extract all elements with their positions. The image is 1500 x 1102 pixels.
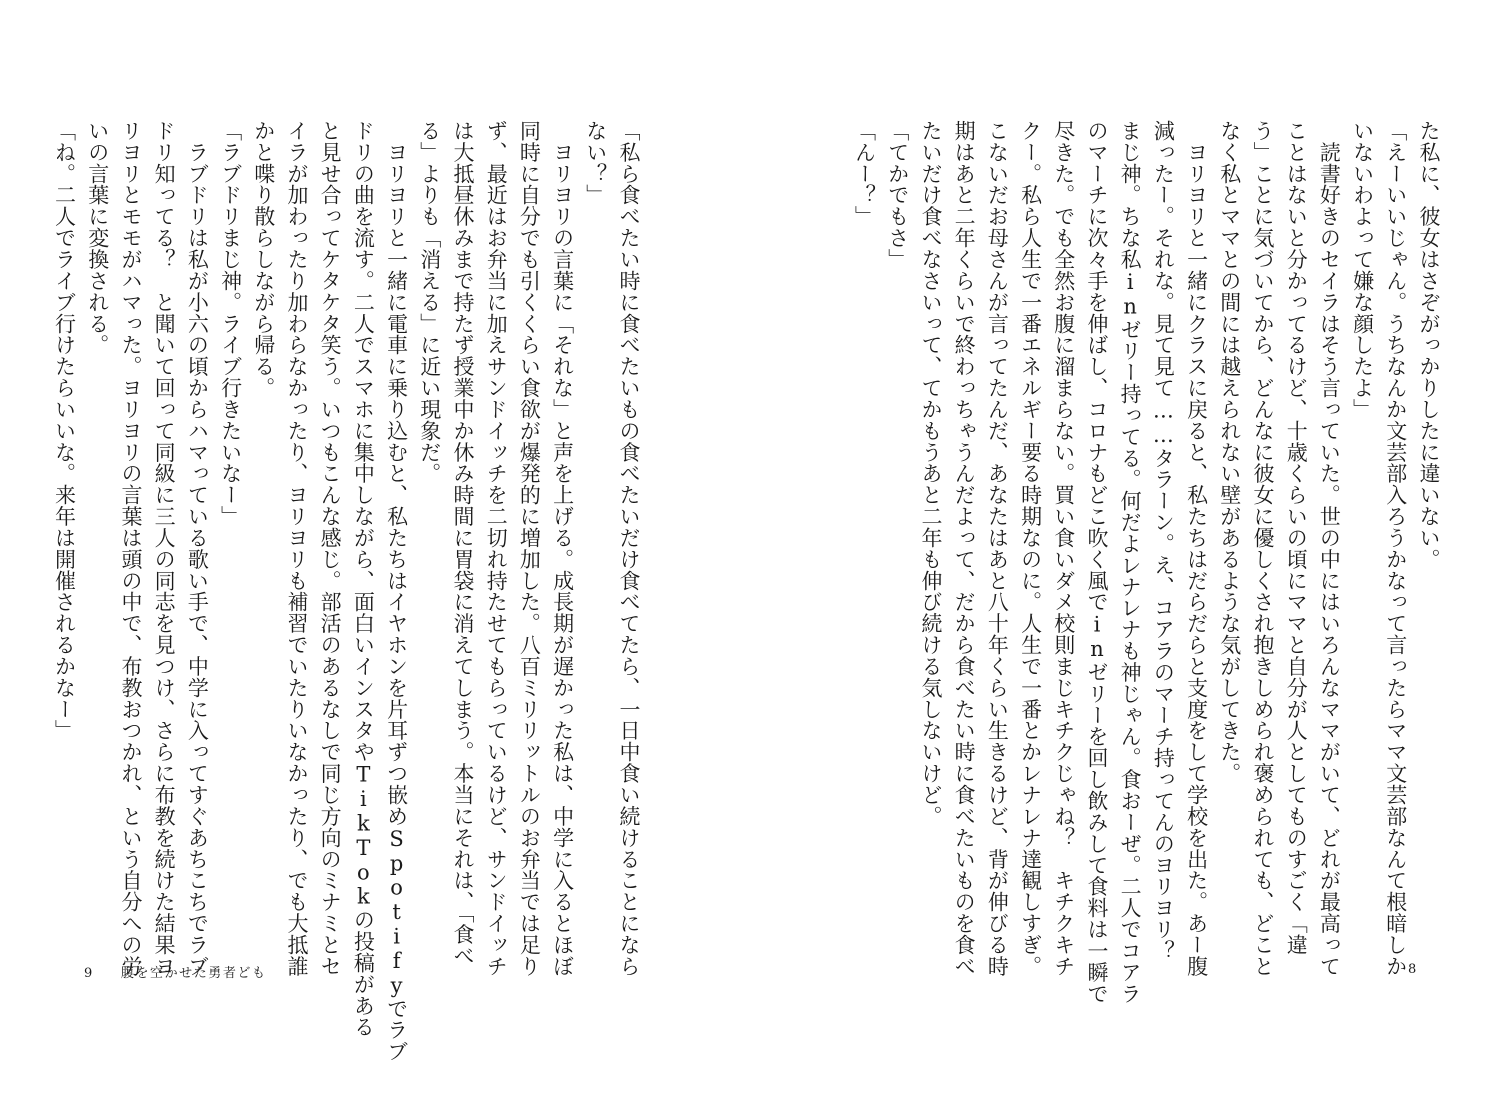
text-line: イラが加わったり加わらなかったり、ヨリヨリも補習でいたりいなかったり、でも大抵誰 <box>284 120 309 977</box>
text-line: ドリ知ってる？ と聞いて回って同級に三人の同志を見つけ、さらに布教を続けた結果ヨ <box>152 120 177 977</box>
text-line: う」ことに気づいてから、どんなに彼女に優しくされ抱きしめられ褒められても、どこと <box>1250 120 1275 977</box>
text-line: リヨリとモモがハマった。ヨリヨリの言葉は頭の中で、布教おつかれ、という自分への労 <box>118 120 143 977</box>
text-line: たいだけ食べなさいって、てかもうあと二年も伸び続ける気しないけど。 <box>918 120 943 827</box>
text-line: ヨリヨリと一緒に電車に乗り込むと、私たちはイヤホンを片耳ずつ嵌めSpotifyでラブ <box>384 120 409 1063</box>
text-line: 読書好きのセイラはそう言っていた。世の中にはいろんなママがいて、どれが最高って <box>1317 120 1342 977</box>
text-line: いないわよって嫌な顔したよ」 <box>1350 120 1375 420</box>
page-number <box>1408 962 1417 977</box>
text-line: いの言葉に変換される。 <box>85 120 110 356</box>
text-line: なく私とママとの間には越えられない壁があるような気がしてきた。 <box>1217 120 1242 785</box>
running-title: 腹を空かせた勇者ども <box>120 966 267 981</box>
page-number-value: 8 <box>1408 962 1417 977</box>
text-line: と見せ合ってケタケタ笑う。いつもこんな感じ。部活のあるなしで同じ方向のミナミとセ <box>318 120 343 977</box>
text-line: ドリの曲を流す。二人でスマホに集中しながら、面白いインスタやTikTokの投稿がある <box>351 120 376 1038</box>
page-footer <box>84 962 267 981</box>
page-right <box>750 0 1500 1102</box>
text-line: た私に、彼女はさぞがっかりしたに違いない。 <box>1417 120 1441 570</box>
text-line: 「私ら食べたい時に食べたいもの食べたいだけ食べてたら、一日中食い続けることになら <box>617 120 641 977</box>
text-line: は大抵昼休みまで持たず授業中か休み時間に胃袋に消えてしまう。本当にそれは、「食べ <box>450 120 475 967</box>
text-line: クー。私ら人生で一番エネルギー要る時期なのに。人生で一番とかレナレナ達観しすぎ。 <box>1018 120 1043 977</box>
text-line: 同時に自分でも引くくらい食欲が爆発的に増加した。八百ミリリットルのお弁当では足り <box>517 120 542 977</box>
text-line: 「んー？」 <box>852 120 877 228</box>
text-line: ことはないと分かってるけど、十歳くらいの頃にママと自分が人としてものすごく「違 <box>1284 120 1309 956</box>
body-text-right <box>852 120 1445 1005</box>
text-line: 「てかでもさ」 <box>885 120 910 270</box>
text-line: 「ね。二人でライブ行けたらいいな。来年は開催されるかなー」 <box>52 120 77 742</box>
text-line: 減ったー。それな。見て見て……タラーン。え、コアラのマーチ持ってんのヨリヨリ？ <box>1151 120 1176 962</box>
text-line: ず、最近はお弁当に加えサンドイッチを二切れ持たせてもらっているけど、サンドイッチ <box>484 120 509 977</box>
text-line: ヨリヨリの言葉に「それな」と声を上げる。成長期が遅かった私は、中学に入るとほぼ <box>550 120 575 977</box>
text-line: 「えーいいじゃん。うちなんか文芸部入ろうかなって言ったらママ文芸部なんて根暗しか <box>1383 120 1408 977</box>
text-line: ヨリヨリと一緒にクラスに戻ると、私たちはだらだらと支度をして学校を出た。あー腹 <box>1184 120 1209 977</box>
text-line: まじ神。ちな私inゼリー持ってる。何だよレナレナも神じゃん。食おーぜ。二人でコアラ <box>1118 120 1143 1005</box>
text-line: こないだお母さんが言ってたんだ、あなたはあと八十年くらい生きるけど、背が伸びる時 <box>985 120 1010 977</box>
text-line: 期はあと二年くらいで終わっちゃうんだよって、だから食べたい時に食べたいものを食べ <box>952 120 977 977</box>
text-line: る」よりも「消える」に近い現象だ。 <box>417 120 442 485</box>
text-line: ラブドリは私が小六の頃からハマっている歌い手で、中学に入ってすぐあちこちでラブ <box>185 120 210 977</box>
page-number-value: 9 <box>84 966 93 981</box>
text-line: 尽きた。でも全然お腹に溜まらない。買い食いダメ校則まじキチクじゃね？ キチクキチ <box>1051 120 1076 977</box>
text-line: 「ラブドリまじ神。ライブ行きたいなー」 <box>218 120 243 527</box>
text-line: のマーチに次々手を伸ばし、コロナもどこ吹く風でinゼリーを回し飲みして食料は一瞬で <box>1084 120 1109 1005</box>
text-line: かと喋り散らしながら帰る。 <box>251 120 276 399</box>
text-line: ない？」 <box>583 120 608 206</box>
